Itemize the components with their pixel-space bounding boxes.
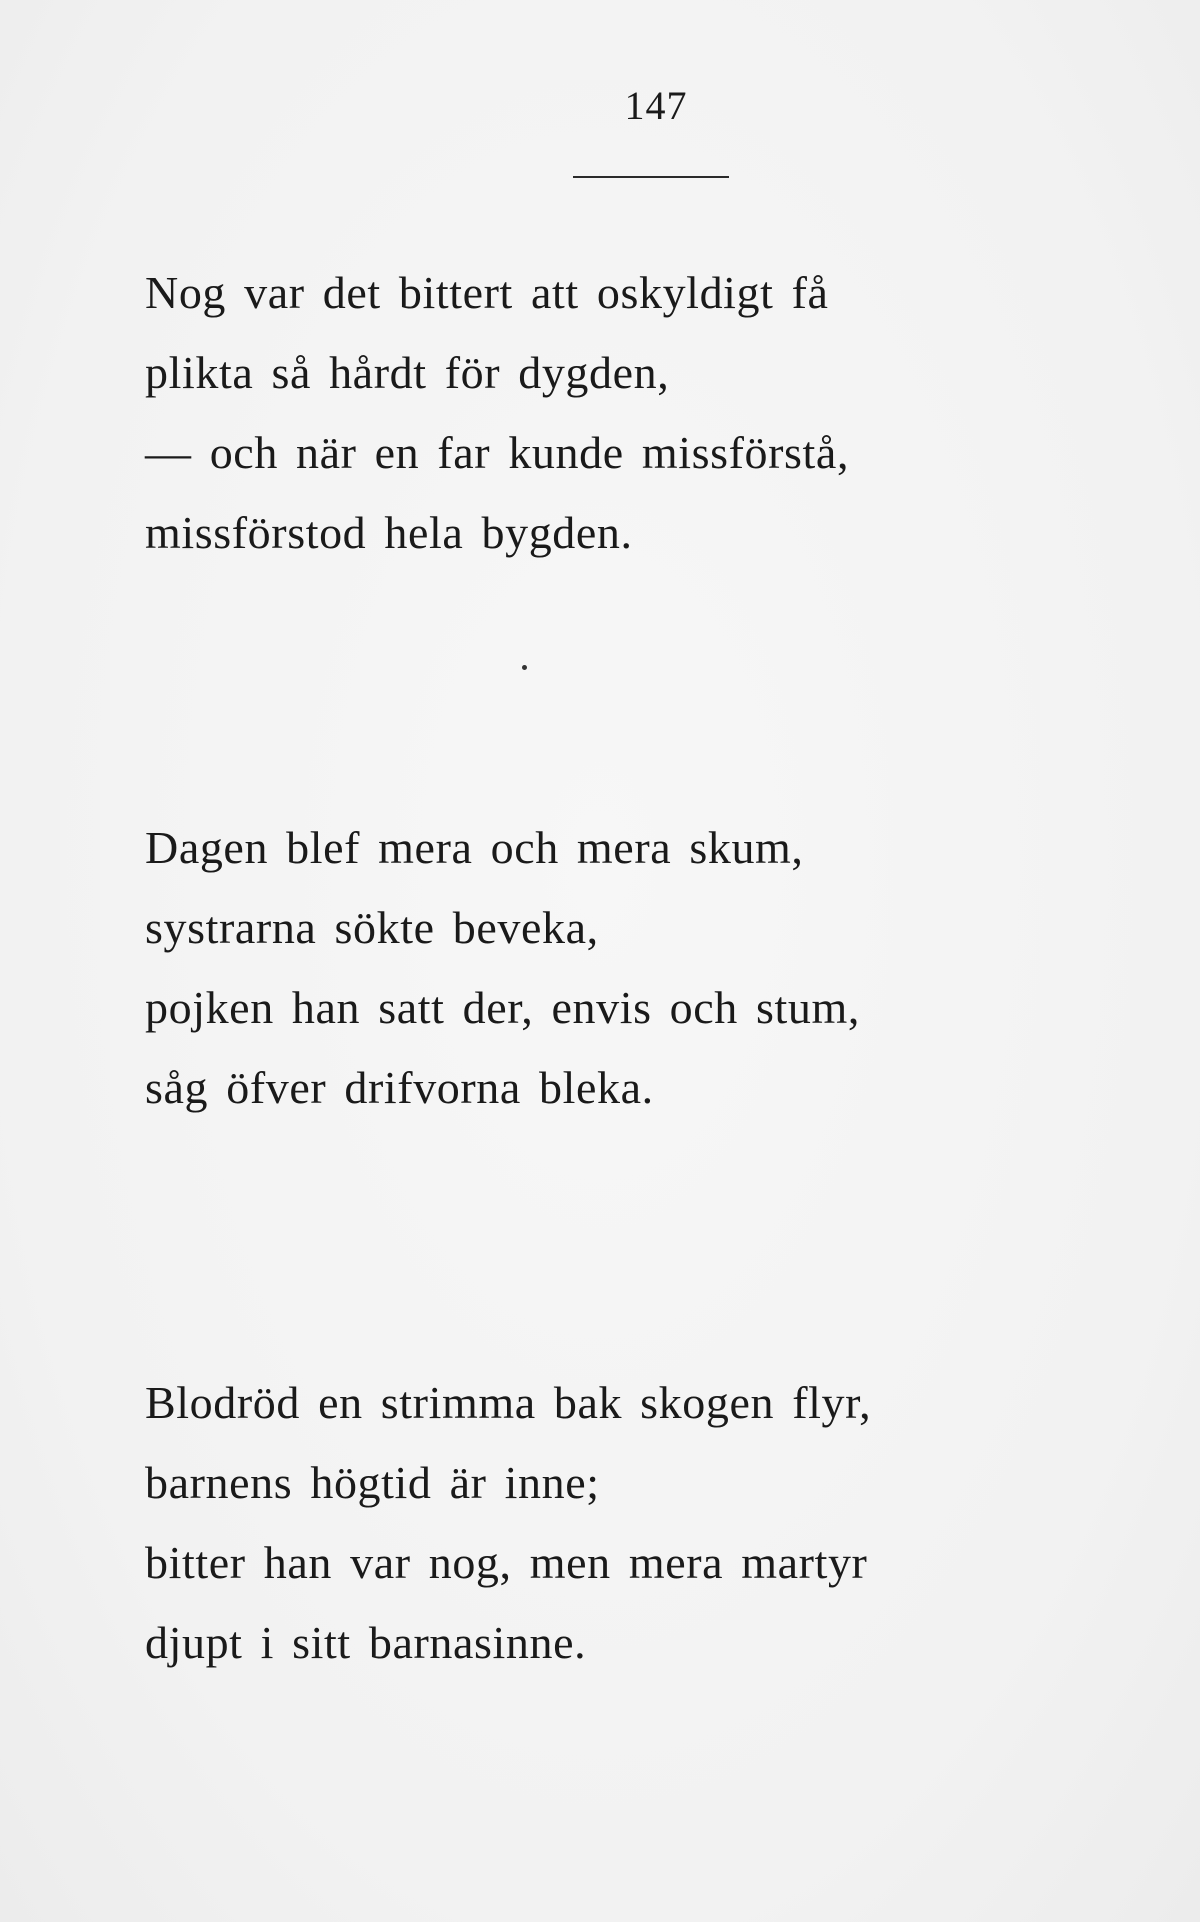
poem-line: såg öfver drifvorna bleka. (145, 1062, 654, 1113)
print-speck (522, 665, 527, 670)
stanza-2 (145, 808, 860, 1128)
poem-line: barnens högtid är inne; (145, 1457, 600, 1508)
poem-line: plikta så hårdt för dygden, (145, 347, 670, 398)
poem-line: bitter han var nog, men mera martyr (145, 1537, 868, 1588)
poem-line: Dagen blef mera och mera skum, (145, 822, 804, 873)
page-number: 147 (624, 83, 688, 128)
poem-line: pojken han satt der, envis och stum, (145, 982, 860, 1033)
header-rule (573, 176, 729, 178)
poem-line: missförstod hela bygden. (145, 507, 633, 558)
poem-line: — och när en far kunde missförstå, (145, 427, 850, 478)
poem-line: systrarna sökte beveka, (145, 902, 599, 953)
poem-line: Nog var det bittert att oskyldigt få (145, 267, 829, 318)
stanza-1 (145, 253, 849, 573)
poem-line: djupt i sitt barnasinne. (145, 1617, 587, 1668)
stanza-3 (145, 1363, 871, 1683)
poem-line: Blodröd en strimma bak skogen flyr, (145, 1377, 872, 1428)
